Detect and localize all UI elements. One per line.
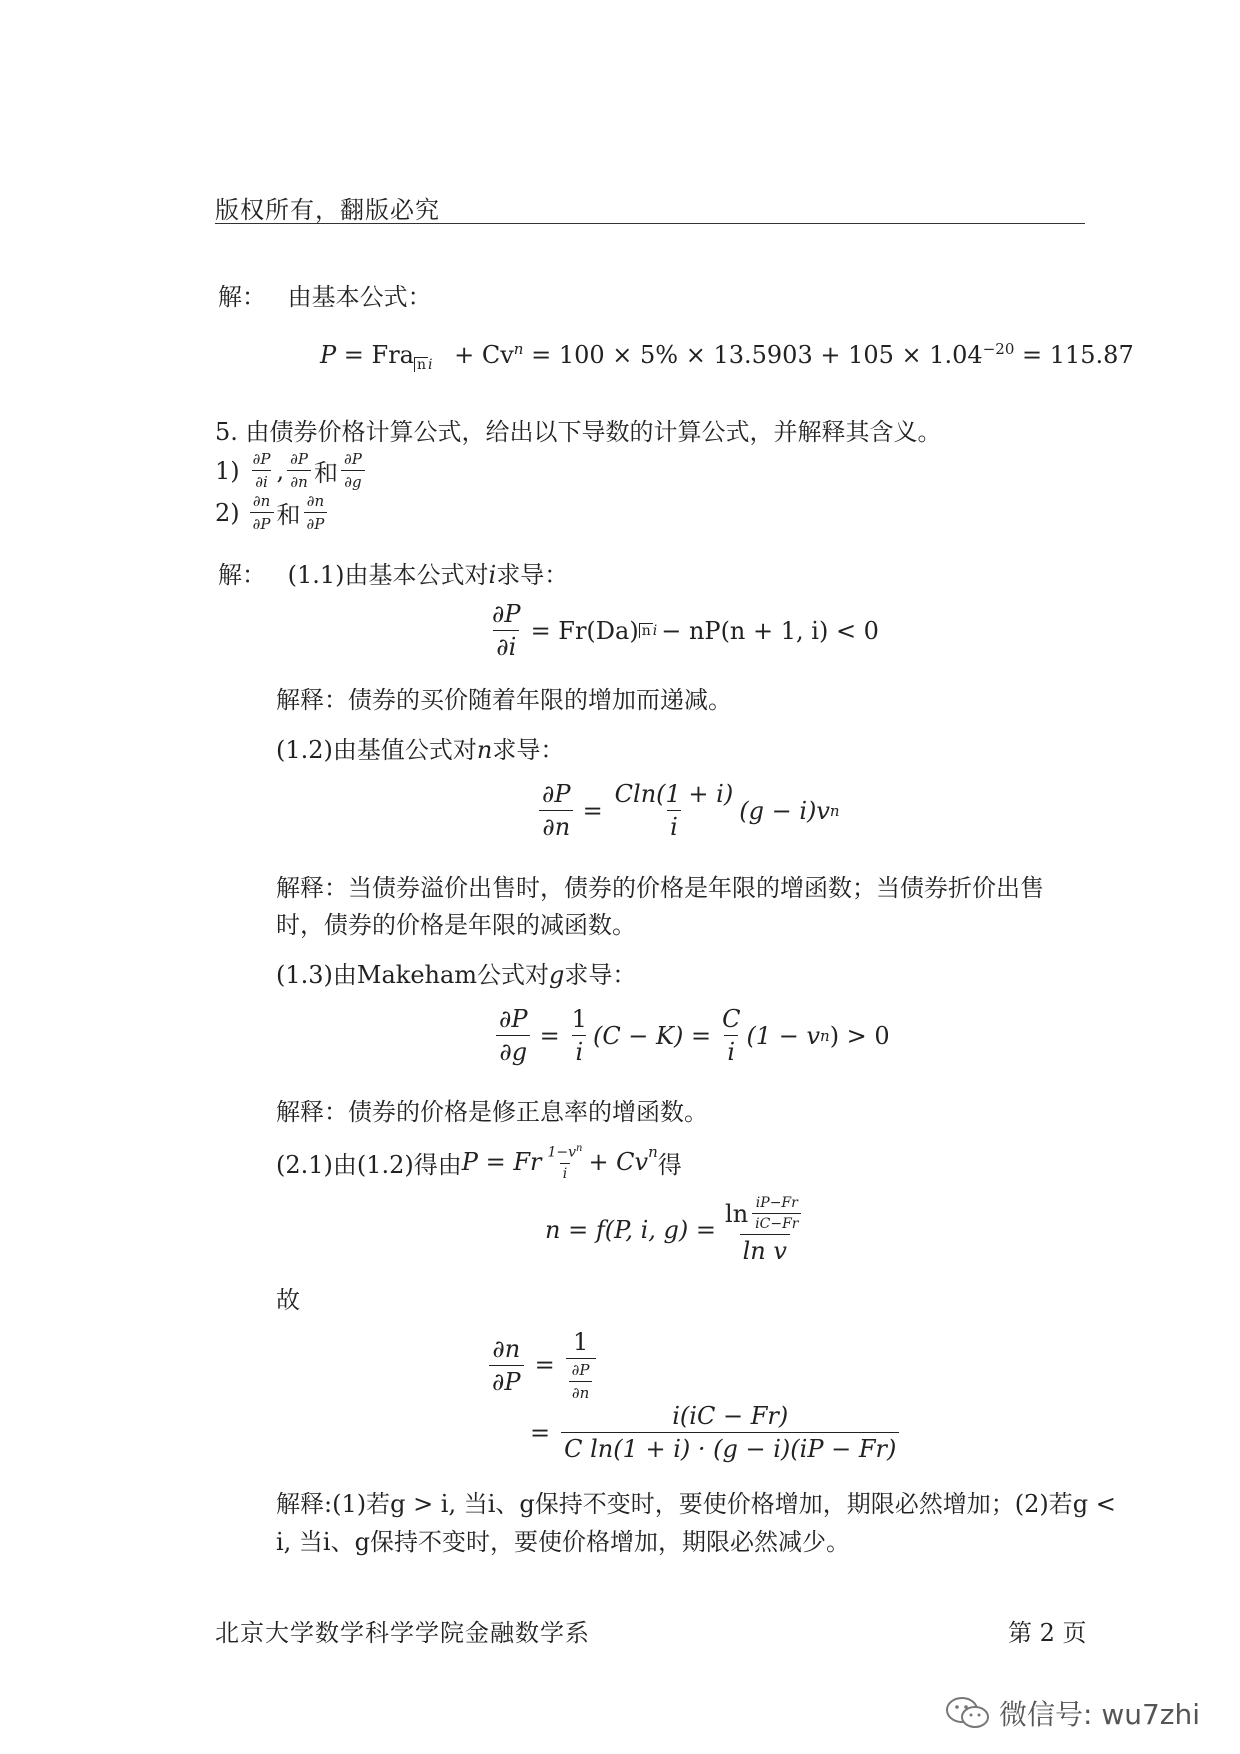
intro-text: 由基本公式： bbox=[287, 283, 432, 311]
eq13-lhs-frac: $\frac{\partial P}{\partial g}$ bbox=[496, 1005, 531, 1066]
solution-1-1-heading bbox=[218, 555, 568, 590]
eq-main-exp: −20 bbox=[982, 340, 1015, 358]
s12-suffix: 求导： bbox=[492, 736, 565, 764]
eq13-rhs: (1 − v bbox=[746, 1021, 821, 1050]
s21-sup: n bbox=[648, 1143, 658, 1161]
item2-label: 2) bbox=[215, 498, 240, 527]
s13-var: g bbox=[549, 961, 565, 989]
eq12-equals: = bbox=[582, 796, 603, 825]
intro-label: 解： bbox=[218, 283, 266, 311]
eq-main-part4: = 115.87 bbox=[1022, 341, 1134, 369]
solution-1-3-heading bbox=[276, 955, 636, 990]
header-rule bbox=[215, 223, 1085, 224]
eq13-end: ) > 0 bbox=[829, 1021, 890, 1050]
wechat-icon bbox=[945, 1696, 991, 1730]
item1-frac2: $\frac{\partial P}{\partial n}$ bbox=[287, 450, 311, 491]
explanation-1-1: 解释：债券的买价随着年限的增加而递减。 bbox=[276, 686, 732, 714]
wechat-watermark bbox=[945, 1693, 1200, 1733]
eq12-rhs: (g − i)v bbox=[739, 796, 830, 825]
eq-main-sub: i bbox=[428, 356, 433, 373]
item2-frac2: $\frac{\partial n}{\partial P}$ bbox=[304, 492, 328, 533]
eq13-sup: n bbox=[820, 1026, 830, 1045]
s11-var: i bbox=[488, 561, 497, 589]
intro-line bbox=[218, 277, 432, 312]
eq-main-part3: = 100 × 5% × 13.5903 + 105 × 1.04 bbox=[531, 341, 983, 369]
eq11-sub: i bbox=[652, 622, 658, 639]
item1-frac3: $\frac{\partial P}{\partial g}$ bbox=[341, 450, 365, 491]
solution-1-2-heading bbox=[276, 730, 564, 765]
eq12-lhs-frac: $\frac{\partial P}{\partial n}$ bbox=[539, 780, 574, 841]
eq11-lhs-frac: $\frac{\partial P}{\partial i}$ bbox=[492, 600, 521, 661]
explanation-1-3: 解释：债券的价格是修正息率的增函数。 bbox=[276, 1098, 708, 1126]
equation-1-1 bbox=[486, 600, 879, 661]
eq12-rhs-frac: $\frac{Cln(1 + i)}{i}$ bbox=[614, 780, 734, 841]
eq22-lhs-frac: $\frac{\partial n}{\partial P}$ bbox=[489, 1335, 524, 1396]
s21-frac: $\frac{1-v^n}{i}$ bbox=[547, 1143, 583, 1182]
problem-item-1 bbox=[215, 450, 368, 491]
item2-and: 和 bbox=[276, 501, 301, 529]
explanation-1-2-line2: 时，债券的价格是年限的减函数。 bbox=[276, 911, 636, 939]
item2-frac1: $\frac{\partial n}{\partial P}$ bbox=[250, 492, 274, 533]
eq11-angle: n bbox=[639, 623, 653, 638]
eq13-mid: (C − K) = bbox=[592, 1021, 712, 1050]
explanation-2-line1: 解释:(1)若g > i, 当i、g保持不变时，要使价格增加，期限必然增加；(2)若g < bbox=[276, 1490, 1116, 1518]
eq21-lhs: n = f(P, i, g) = bbox=[545, 1216, 717, 1244]
item1-frac1: $\frac{\partial P}{\partial i}$ bbox=[252, 450, 271, 491]
eq12-sup: n bbox=[829, 801, 840, 820]
item1-and: 和 bbox=[314, 459, 338, 487]
eq11-rhs2: − nP(n + 1, i) < 0 bbox=[661, 616, 879, 645]
equation-2-2-line2 bbox=[530, 1402, 902, 1463]
s21-suffix: 得 bbox=[657, 1150, 682, 1179]
s21-plus: + Cv bbox=[588, 1148, 649, 1177]
eq-main-part2: + Cv bbox=[454, 341, 514, 369]
explanation-1-2-line1: 解释：当债券溢价出售时，债券的价格是年限的增函数；当债券折价出售 bbox=[276, 874, 1044, 902]
solution-label: 解： bbox=[218, 561, 266, 589]
eq13-frac2: $\frac{C}{i}$ bbox=[722, 1005, 741, 1066]
eq22-rhs-frac: $\frac{1}{\frac{\partial P}{\partial n}}$ bbox=[566, 1328, 596, 1402]
eq13-equals: = bbox=[539, 1021, 560, 1050]
main-equation bbox=[320, 340, 1134, 373]
eq-main-sup: n bbox=[513, 340, 524, 358]
equation-2-1 bbox=[545, 1195, 810, 1265]
eq11-rhs1: = Fr(Da) bbox=[530, 616, 639, 645]
equation-1-2 bbox=[536, 780, 840, 841]
eq22-equals-2: = bbox=[530, 1418, 551, 1447]
s12-var: n bbox=[476, 736, 493, 764]
watermark-text: 微信号: wu7zhi bbox=[999, 1698, 1201, 1731]
therefore-label: 故 bbox=[276, 1286, 300, 1314]
footer-page-number: 第 2 页 bbox=[1008, 1619, 1087, 1647]
s12-prefix: (1.2)由基值公式对 bbox=[276, 736, 477, 764]
s21-eq: P = Fr bbox=[461, 1148, 542, 1177]
s13-prefix: (1.3)由Makeham公式对 bbox=[276, 961, 550, 989]
solution-2-1-heading bbox=[276, 1143, 682, 1182]
eq13-frac1: $\frac{1}{i}$ bbox=[571, 1005, 587, 1066]
problem-statement: 5. 由债券价格计算公式，给出以下导数的计算公式，并解释其含义。 bbox=[215, 418, 942, 446]
eq22-equals: = bbox=[534, 1351, 555, 1379]
s13-suffix: 求导： bbox=[564, 961, 637, 989]
problem-item-2 bbox=[215, 492, 330, 533]
footer-department: 北京大学数学科学学院金融数学系 bbox=[215, 1619, 590, 1647]
s11-suffix: 求导： bbox=[496, 561, 569, 589]
equation-1-3 bbox=[493, 1005, 890, 1066]
eq22-result-frac: $\frac{i(iC - Fr)}{\text{C ln(1 + i) · (g − i)(iP − Fr)}}$ bbox=[561, 1402, 899, 1463]
s21-prefix: (2.1)由(1.2)得由 bbox=[276, 1150, 462, 1179]
s11-prefix: (1.1)由基本公式对 bbox=[287, 561, 489, 589]
item1-sep: , bbox=[276, 456, 285, 485]
item1-label: 1) bbox=[215, 456, 240, 485]
eq21-rhs-frac: ln $\frac{iP-Fr}{iC-Fr}$ ln v bbox=[722, 1195, 807, 1265]
equation-2-2-line1 bbox=[486, 1328, 599, 1402]
eq-main-lhs: P bbox=[320, 341, 337, 369]
explanation-2-line2: i, 当i、g保持不变时，要使价格增加，期限必然减少。 bbox=[276, 1528, 850, 1556]
eq-main-angle: n bbox=[414, 357, 428, 372]
eq-main-part1: = Fra bbox=[343, 341, 414, 369]
page-header: 版权所有，翻版必究 bbox=[215, 196, 440, 224]
